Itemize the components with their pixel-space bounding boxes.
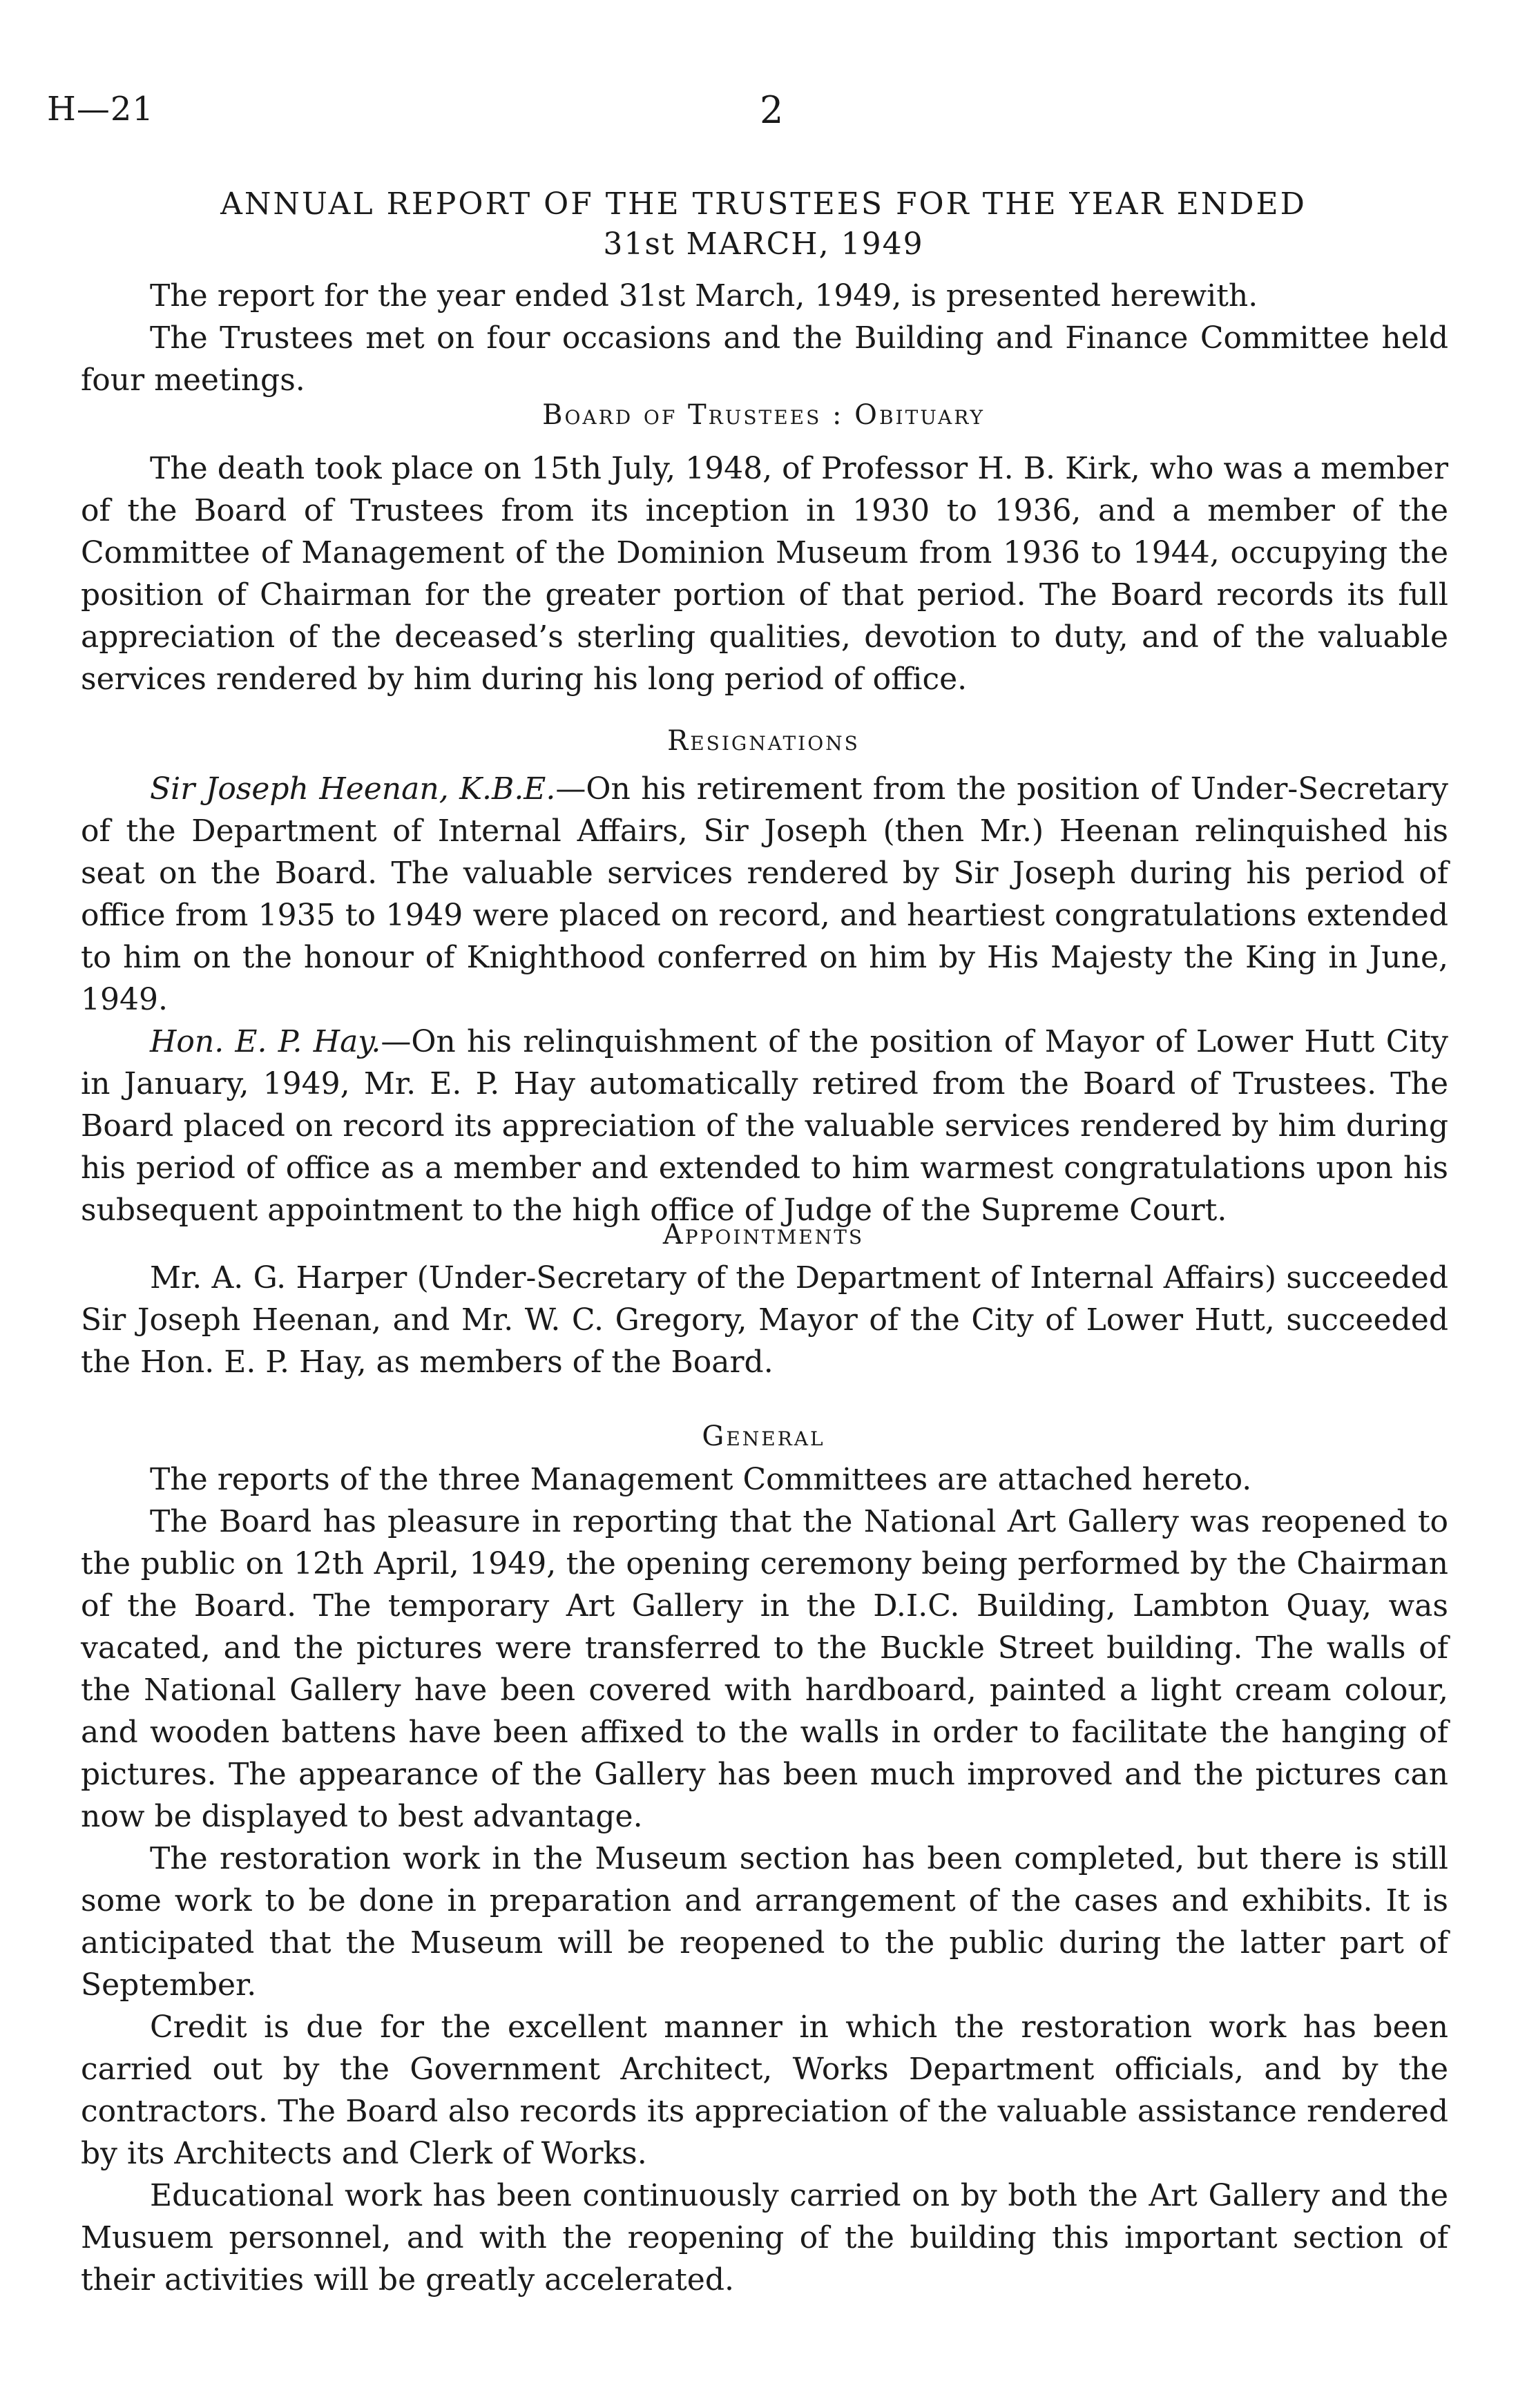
general-paragraph: The reports of the three Management Committees are attached hereto. bbox=[150, 1462, 1252, 1497]
report-code: H—21 bbox=[47, 90, 154, 128]
resignation-text: —On his retirement from the position of Under-Secretary of the Department of Internal Affairs, Sir Joseph (then Mr.) Heenan relinquished his seat on the Board. The valuable services rendered by Sir Joseph during his period of office from 1935 to 1949 were placed on record, and heartiest congratulations extended to him on the honour of Knighthood conferred on him by His Majesty the King in June, 1949. bbox=[81, 771, 1448, 1017]
obituary-section bbox=[81, 447, 1448, 700]
general-paragraph: Educational work has been continuously carried on by both the Art Gallery and the Musuem personnel, and with the reopening of the building this important section of their activities will be greatly accelerated. bbox=[81, 2178, 1448, 2298]
general-paragraph: The Board has pleasure in reporting that the National Art Gallery was reopened to the public on 12th April, 1949, the opening ceremony being performed by the Chairman of the Board. The temporary Art Gallery in the D.I.C. Building, Lambton Quay, was vacated, and the pictures were transferred to the Buckle Street building. The walls of the National Gallery have been covered with hardboard, painted a light cream colour, and wooden battens have been affixed to the walls in order to facilitate the hanging of pictures. The appearance of the Gallery has been much improved and the pictures can now be displayed to best advantage. bbox=[81, 1504, 1448, 1834]
section-heading-general: General bbox=[702, 1420, 825, 1452]
resignations-section bbox=[81, 768, 1448, 1231]
obituary-paragraph: The death took place on 15th July, 1948, of Professor H. B. Kirk, who was a member of the Board of Trustees from its inception in 1930 to 1936, and a member of the Committee of Management of the Dominion Museum from 1936 to 1944, occupying the position of Chairman for the greater portion of that period. The Board records its full appreciation of the deceased’s sterling qualities, devotion to duty, and of the valuable services rendered by him during his long period of office. bbox=[81, 451, 1448, 697]
resignation-paragraph bbox=[81, 1021, 1448, 1231]
section-heading-appointments: Appointments bbox=[662, 1219, 865, 1251]
intro-paragraph: The report for the year ended 31st March, 1949, is presented herewith. bbox=[150, 278, 1258, 314]
resignation-paragraph bbox=[81, 768, 1448, 1021]
resignation-text: —On his relinquishment of the position of Mayor of Lower Hutt City in January, 1949, Mr. E. P. Hay automatically retired from the Board of Trustees. The Board placed on record its appreciation of the valuable services rendered by him during his period of office as a member and extended to him warmest congratulations upon his subsequent appointment to the high office of Judge of the Supreme Court. bbox=[81, 1024, 1448, 1228]
report-title-date: 31st MARCH, 1949 bbox=[603, 227, 924, 262]
general-section bbox=[81, 1458, 1448, 2301]
resignee-name: Hon. E. P. Hay. bbox=[150, 1024, 381, 1059]
general-paragraph: The restoration work in the Museum section has been completed, but there is still some work to be done in preparation and arrangement of the cases and exhibits. It is anticipated that the Museum will be reopened to the public during the latter part of September. bbox=[81, 1841, 1448, 2003]
intro-paragraph: The Trustees met on four occasions and the Building and Finance Committee held four meetings. bbox=[81, 320, 1448, 398]
page-number: 2 bbox=[760, 88, 784, 132]
appointments-section bbox=[81, 1257, 1448, 1383]
resignee-name: Sir Joseph Heenan, K.B.E. bbox=[150, 771, 556, 807]
section-heading-resignations: Resignations bbox=[667, 725, 860, 757]
appointments-paragraph: Mr. A. G. Harper (Under-Secretary of the Department of Internal Affairs) succeeded Sir Joseph Heenan, and Mr. W. C. Gregory, Mayor of the City of Lower Hutt, succeeded the Hon. E. P. Hay, as members of the Board. bbox=[81, 1260, 1448, 1380]
section-heading-obituary: Board of Trustees : Obituary bbox=[542, 399, 985, 431]
general-paragraph: Credit is due for the excellent manner in which the restoration work has been carried out by the Government Architect, Works Department officials, and by the contractors. The Board also records its appreciation of the valuable assistance rendered by its Architects and Clerk of Works. bbox=[81, 2010, 1448, 2171]
intro-section bbox=[81, 275, 1448, 401]
report-title: ANNUAL REPORT OF THE TRUSTEES FOR THE YEAR ENDED bbox=[220, 186, 1307, 222]
